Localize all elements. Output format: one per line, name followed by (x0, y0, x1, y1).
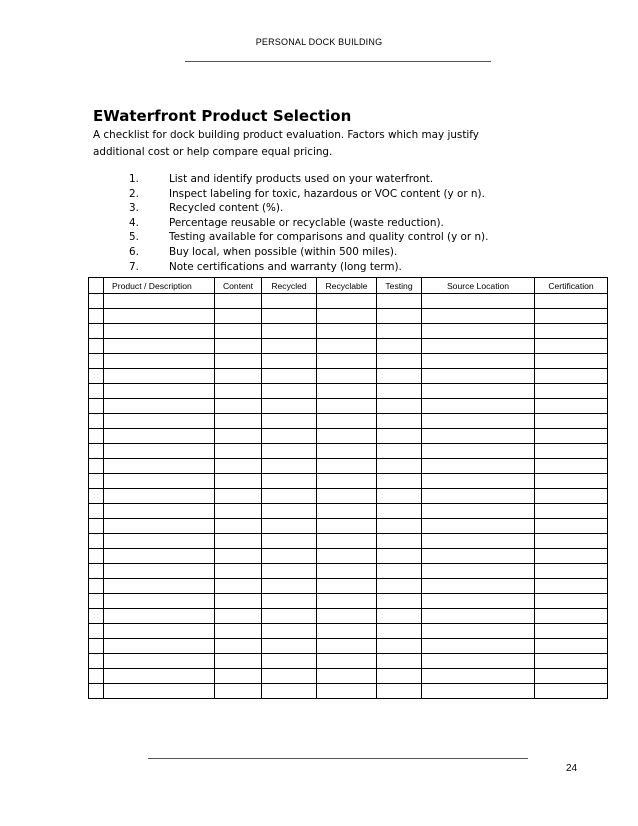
table-cell[interactable] (535, 459, 608, 474)
table-cell[interactable] (262, 354, 317, 369)
table-cell[interactable] (535, 684, 608, 699)
table-cell[interactable] (104, 354, 215, 369)
step-number: 5. (129, 231, 139, 244)
table-row (89, 669, 608, 684)
step-item (129, 260, 488, 275)
table-cell[interactable] (104, 324, 215, 339)
table-cell[interactable] (262, 414, 317, 429)
table-cell[interactable] (215, 684, 262, 699)
table-cell[interactable] (535, 654, 608, 669)
table-cell[interactable] (377, 474, 422, 489)
step-number: 3. (129, 202, 139, 215)
row-marker-cell[interactable] (89, 294, 104, 309)
table-cell[interactable] (377, 624, 422, 639)
table-body (89, 294, 608, 699)
table-cell[interactable] (104, 639, 215, 654)
table-cell[interactable] (535, 309, 608, 324)
steps-list (129, 172, 488, 274)
table-cell[interactable] (104, 579, 215, 594)
table-cell[interactable] (215, 309, 262, 324)
table-row (89, 324, 608, 339)
table-cell[interactable] (377, 309, 422, 324)
table-cell[interactable] (262, 339, 317, 354)
table-cell[interactable] (422, 429, 535, 444)
table-cell[interactable] (535, 519, 608, 534)
row-marker-cell[interactable] (89, 579, 104, 594)
table-cell[interactable] (317, 564, 377, 579)
row-marker-cell[interactable] (89, 624, 104, 639)
step-text: Percentage reusable or recyclable (waste reduction). (169, 216, 444, 229)
row-marker-cell[interactable] (89, 504, 104, 519)
table-cell[interactable] (262, 669, 317, 684)
table-cell[interactable] (104, 549, 215, 564)
row-marker-cell[interactable] (89, 444, 104, 459)
table-cell[interactable] (104, 594, 215, 609)
table-header-row (89, 278, 608, 294)
table-cell[interactable] (377, 429, 422, 444)
table-cell[interactable] (377, 579, 422, 594)
table-cell[interactable] (215, 519, 262, 534)
row-marker-cell[interactable] (89, 489, 104, 504)
table-row (89, 399, 608, 414)
table-cell[interactable] (262, 609, 317, 624)
table-row (89, 384, 608, 399)
table-cell[interactable] (377, 354, 422, 369)
step-number: 2. (129, 187, 139, 200)
table-cell[interactable] (215, 369, 262, 384)
table-cell[interactable] (535, 624, 608, 639)
table-cell[interactable] (422, 549, 535, 564)
table-cell[interactable] (317, 519, 377, 534)
table-row (89, 414, 608, 429)
row-marker-cell[interactable] (89, 369, 104, 384)
table-cell[interactable] (215, 489, 262, 504)
table-cell[interactable] (215, 444, 262, 459)
table-cell[interactable] (215, 669, 262, 684)
table-cell[interactable] (377, 339, 422, 354)
row-marker-cell[interactable] (89, 594, 104, 609)
table-cell[interactable] (422, 639, 535, 654)
table-cell[interactable] (104, 504, 215, 519)
table-cell[interactable] (317, 624, 377, 639)
step-text: Inspect labeling for toxic, hazardous or VOC content (y or n). (169, 187, 485, 200)
table-cell[interactable] (535, 324, 608, 339)
table-cell[interactable] (215, 324, 262, 339)
row-marker-header (89, 278, 104, 294)
table-cell[interactable] (215, 594, 262, 609)
table-cell[interactable] (317, 534, 377, 549)
table-cell[interactable] (215, 294, 262, 309)
table-cell[interactable] (535, 294, 608, 309)
row-marker-cell[interactable] (89, 564, 104, 579)
table-cell[interactable] (215, 654, 262, 669)
step-item (129, 172, 488, 187)
table-row (89, 564, 608, 579)
row-marker-cell[interactable] (89, 354, 104, 369)
table-cell[interactable] (104, 519, 215, 534)
table-cell[interactable] (422, 384, 535, 399)
table-row (89, 609, 608, 624)
row-marker-cell[interactable] (89, 534, 104, 549)
table-cell[interactable] (104, 429, 215, 444)
table-row (89, 504, 608, 519)
table-row (89, 339, 608, 354)
table-row (89, 624, 608, 639)
table-cell[interactable] (104, 489, 215, 504)
table-cell[interactable] (422, 624, 535, 639)
table-cell[interactable] (104, 459, 215, 474)
table-cell[interactable] (377, 519, 422, 534)
row-marker-cell[interactable] (89, 384, 104, 399)
table-cell[interactable] (104, 684, 215, 699)
page-number: 24 (566, 763, 578, 774)
row-marker-cell[interactable] (89, 339, 104, 354)
table-cell[interactable] (215, 384, 262, 399)
table-cell[interactable] (422, 339, 535, 354)
table-cell[interactable] (104, 534, 215, 549)
table-cell[interactable] (215, 429, 262, 444)
table-cell[interactable] (317, 609, 377, 624)
table-cell[interactable] (535, 579, 608, 594)
column-header-product: Product / Description (104, 278, 215, 294)
column-header-recycled: Recycled (262, 278, 317, 294)
table-cell[interactable] (104, 609, 215, 624)
table-cell[interactable] (377, 384, 422, 399)
intro-line: A checklist for dock building product evaluation. Factors which may justify (93, 129, 479, 141)
table-cell[interactable] (317, 594, 377, 609)
table-cell[interactable] (377, 654, 422, 669)
table-cell[interactable] (377, 324, 422, 339)
step-text: Testing available for comparisons and quality control (y or n). (169, 231, 489, 244)
table-row (89, 294, 608, 309)
table-cell[interactable] (317, 549, 377, 564)
table-row (89, 489, 608, 504)
table-cell[interactable] (215, 474, 262, 489)
table-cell[interactable] (422, 504, 535, 519)
table-row (89, 309, 608, 324)
table-row (89, 444, 608, 459)
table-cell[interactable] (535, 429, 608, 444)
table-cell[interactable] (317, 354, 377, 369)
table-cell[interactable] (317, 324, 377, 339)
table-cell[interactable] (262, 504, 317, 519)
table-cell[interactable] (535, 594, 608, 609)
row-marker-cell[interactable] (89, 609, 104, 624)
table-cell[interactable] (535, 444, 608, 459)
table-cell[interactable] (104, 474, 215, 489)
table-cell[interactable] (377, 399, 422, 414)
table-cell[interactable] (377, 294, 422, 309)
table-cell[interactable] (317, 474, 377, 489)
table-cell[interactable] (262, 579, 317, 594)
table-cell[interactable] (535, 474, 608, 489)
table-cell[interactable] (535, 669, 608, 684)
table-row (89, 474, 608, 489)
table-cell[interactable] (215, 354, 262, 369)
table-cell[interactable] (422, 534, 535, 549)
table-cell[interactable] (377, 459, 422, 474)
table-cell[interactable] (377, 594, 422, 609)
table-cell[interactable] (262, 519, 317, 534)
step-item (129, 216, 488, 231)
table-cell[interactable] (535, 369, 608, 384)
table-cell[interactable] (422, 309, 535, 324)
table-row (89, 639, 608, 654)
row-marker-cell[interactable] (89, 414, 104, 429)
table-cell[interactable] (377, 549, 422, 564)
table-cell[interactable] (422, 564, 535, 579)
table-cell[interactable] (535, 504, 608, 519)
table-row (89, 354, 608, 369)
table-cell[interactable] (104, 654, 215, 669)
table-cell[interactable] (422, 354, 535, 369)
column-header-certification: Certification (535, 278, 608, 294)
table-cell[interactable] (377, 369, 422, 384)
table-cell[interactable] (422, 519, 535, 534)
table-cell[interactable] (104, 309, 215, 324)
table-cell[interactable] (535, 534, 608, 549)
table-cell[interactable] (104, 414, 215, 429)
row-marker-cell[interactable] (89, 669, 104, 684)
row-marker-cell[interactable] (89, 639, 104, 654)
table-cell[interactable] (317, 684, 377, 699)
row-marker-cell[interactable] (89, 399, 104, 414)
step-item (129, 201, 488, 216)
table-cell[interactable] (262, 384, 317, 399)
table-cell[interactable] (215, 414, 262, 429)
table-cell[interactable] (377, 684, 422, 699)
table-cell[interactable] (422, 489, 535, 504)
table-cell[interactable] (262, 369, 317, 384)
table-cell[interactable] (422, 684, 535, 699)
table-cell[interactable] (317, 654, 377, 669)
table-cell[interactable] (262, 399, 317, 414)
table-cell[interactable] (215, 639, 262, 654)
table-cell[interactable] (317, 399, 377, 414)
table-cell[interactable] (317, 294, 377, 309)
table-cell[interactable] (377, 534, 422, 549)
table-cell[interactable] (262, 474, 317, 489)
table-row (89, 594, 608, 609)
table-cell[interactable] (215, 459, 262, 474)
header-rule (185, 61, 491, 62)
table-cell[interactable] (104, 444, 215, 459)
table-cell[interactable] (215, 504, 262, 519)
step-item (129, 230, 488, 245)
table-cell[interactable] (317, 414, 377, 429)
table-cell[interactable] (422, 324, 535, 339)
section-title: EWaterfront Product Selection (93, 107, 352, 125)
table-cell[interactable] (262, 429, 317, 444)
step-number: 7. (129, 260, 139, 273)
table-cell[interactable] (535, 489, 608, 504)
table-row (89, 459, 608, 474)
table-cell[interactable] (535, 639, 608, 654)
step-number: 1. (129, 173, 139, 185)
table-cell[interactable] (262, 684, 317, 699)
row-marker-cell[interactable] (89, 474, 104, 489)
table-cell[interactable] (377, 444, 422, 459)
table-cell[interactable] (104, 399, 215, 414)
table-cell[interactable] (104, 294, 215, 309)
table-cell[interactable] (262, 564, 317, 579)
step-text: Note certifications and warranty (long term). (169, 260, 402, 273)
table-cell[interactable] (262, 594, 317, 609)
table-cell[interactable] (422, 414, 535, 429)
step-item (129, 245, 488, 260)
step-text: List and identify products used on your waterfront. (169, 173, 434, 185)
table-cell[interactable] (422, 609, 535, 624)
table-cell[interactable] (317, 369, 377, 384)
step-text: Buy local, when possible (within 500 miles). (169, 245, 398, 258)
table-cell[interactable] (317, 429, 377, 444)
table-cell[interactable] (422, 459, 535, 474)
table-cell[interactable] (377, 489, 422, 504)
table-cell[interactable] (104, 339, 215, 354)
intro-paragraph (93, 127, 543, 161)
table-cell[interactable] (422, 669, 535, 684)
table-cell[interactable] (262, 444, 317, 459)
column-header-source-location: Source Location (422, 278, 535, 294)
step-number: 4. (129, 216, 139, 229)
table-cell[interactable] (422, 369, 535, 384)
table-cell[interactable] (262, 624, 317, 639)
table-cell[interactable] (317, 444, 377, 459)
table-cell[interactable] (535, 339, 608, 354)
table-cell[interactable] (535, 564, 608, 579)
running-header: PERSONAL DOCK BUILDING (255, 37, 383, 47)
table-cell[interactable] (262, 324, 317, 339)
table-row (89, 579, 608, 594)
table-cell[interactable] (422, 579, 535, 594)
table-cell[interactable] (215, 399, 262, 414)
table-cell[interactable] (377, 669, 422, 684)
table-row (89, 549, 608, 564)
table-cell[interactable] (215, 564, 262, 579)
table-cell[interactable] (422, 294, 535, 309)
table-cell[interactable] (422, 474, 535, 489)
table-cell[interactable] (262, 294, 317, 309)
table-cell[interactable] (262, 654, 317, 669)
table-cell[interactable] (535, 399, 608, 414)
table-cell[interactable] (104, 624, 215, 639)
table-cell[interactable] (317, 639, 377, 654)
table-row (89, 519, 608, 534)
column-header-testing: Testing (377, 278, 422, 294)
table-cell[interactable] (215, 609, 262, 624)
table-cell[interactable] (317, 339, 377, 354)
table-cell[interactable] (262, 489, 317, 504)
table-cell[interactable] (262, 549, 317, 564)
row-marker-cell[interactable] (89, 459, 104, 474)
table-cell[interactable] (535, 354, 608, 369)
table-cell[interactable] (262, 309, 317, 324)
table-cell[interactable] (317, 579, 377, 594)
table-cell[interactable] (215, 549, 262, 564)
table-cell[interactable] (422, 444, 535, 459)
row-marker-cell[interactable] (89, 309, 104, 324)
row-marker-cell[interactable] (89, 549, 104, 564)
table-cell[interactable] (215, 534, 262, 549)
table-cell[interactable] (535, 609, 608, 624)
product-checklist-table (88, 277, 608, 699)
table-cell[interactable] (535, 414, 608, 429)
row-marker-cell[interactable] (89, 324, 104, 339)
table-cell[interactable] (377, 609, 422, 624)
table-cell[interactable] (215, 579, 262, 594)
table-row (89, 534, 608, 549)
step-text: Recycled content (%). (169, 202, 284, 215)
table-cell[interactable] (377, 639, 422, 654)
row-marker-cell[interactable] (89, 519, 104, 534)
footer-rule (148, 758, 528, 759)
table-cell[interactable] (377, 504, 422, 519)
table-cell[interactable] (317, 489, 377, 504)
intro-line: additional cost or help compare equal pricing. (93, 146, 333, 158)
row-marker-cell[interactable] (89, 684, 104, 699)
table-cell[interactable] (317, 459, 377, 474)
table-cell[interactable] (422, 399, 535, 414)
step-number: 6. (129, 245, 139, 258)
table-row (89, 654, 608, 669)
table-cell[interactable] (215, 624, 262, 639)
table-cell[interactable] (104, 564, 215, 579)
table-cell[interactable] (377, 564, 422, 579)
table-cell[interactable] (377, 414, 422, 429)
table-cell[interactable] (422, 654, 535, 669)
column-header-content: Content (215, 278, 262, 294)
step-item (129, 187, 488, 202)
row-marker-cell[interactable] (89, 654, 104, 669)
table-cell[interactable] (317, 504, 377, 519)
table-cell[interactable] (422, 594, 535, 609)
table-cell[interactable] (104, 384, 215, 399)
table-cell[interactable] (215, 339, 262, 354)
table-cell[interactable] (104, 669, 215, 684)
table-cell[interactable] (262, 459, 317, 474)
table-cell[interactable] (262, 639, 317, 654)
table-cell[interactable] (317, 669, 377, 684)
table-row (89, 369, 608, 384)
table-cell[interactable] (317, 384, 377, 399)
table-cell[interactable] (535, 549, 608, 564)
table-cell[interactable] (262, 534, 317, 549)
row-marker-cell[interactable] (89, 429, 104, 444)
table-row (89, 429, 608, 444)
table-cell[interactable] (104, 369, 215, 384)
table-cell[interactable] (535, 384, 608, 399)
table-cell[interactable] (317, 309, 377, 324)
column-header-recyclable: Recyclable (317, 278, 377, 294)
table-row (89, 684, 608, 699)
